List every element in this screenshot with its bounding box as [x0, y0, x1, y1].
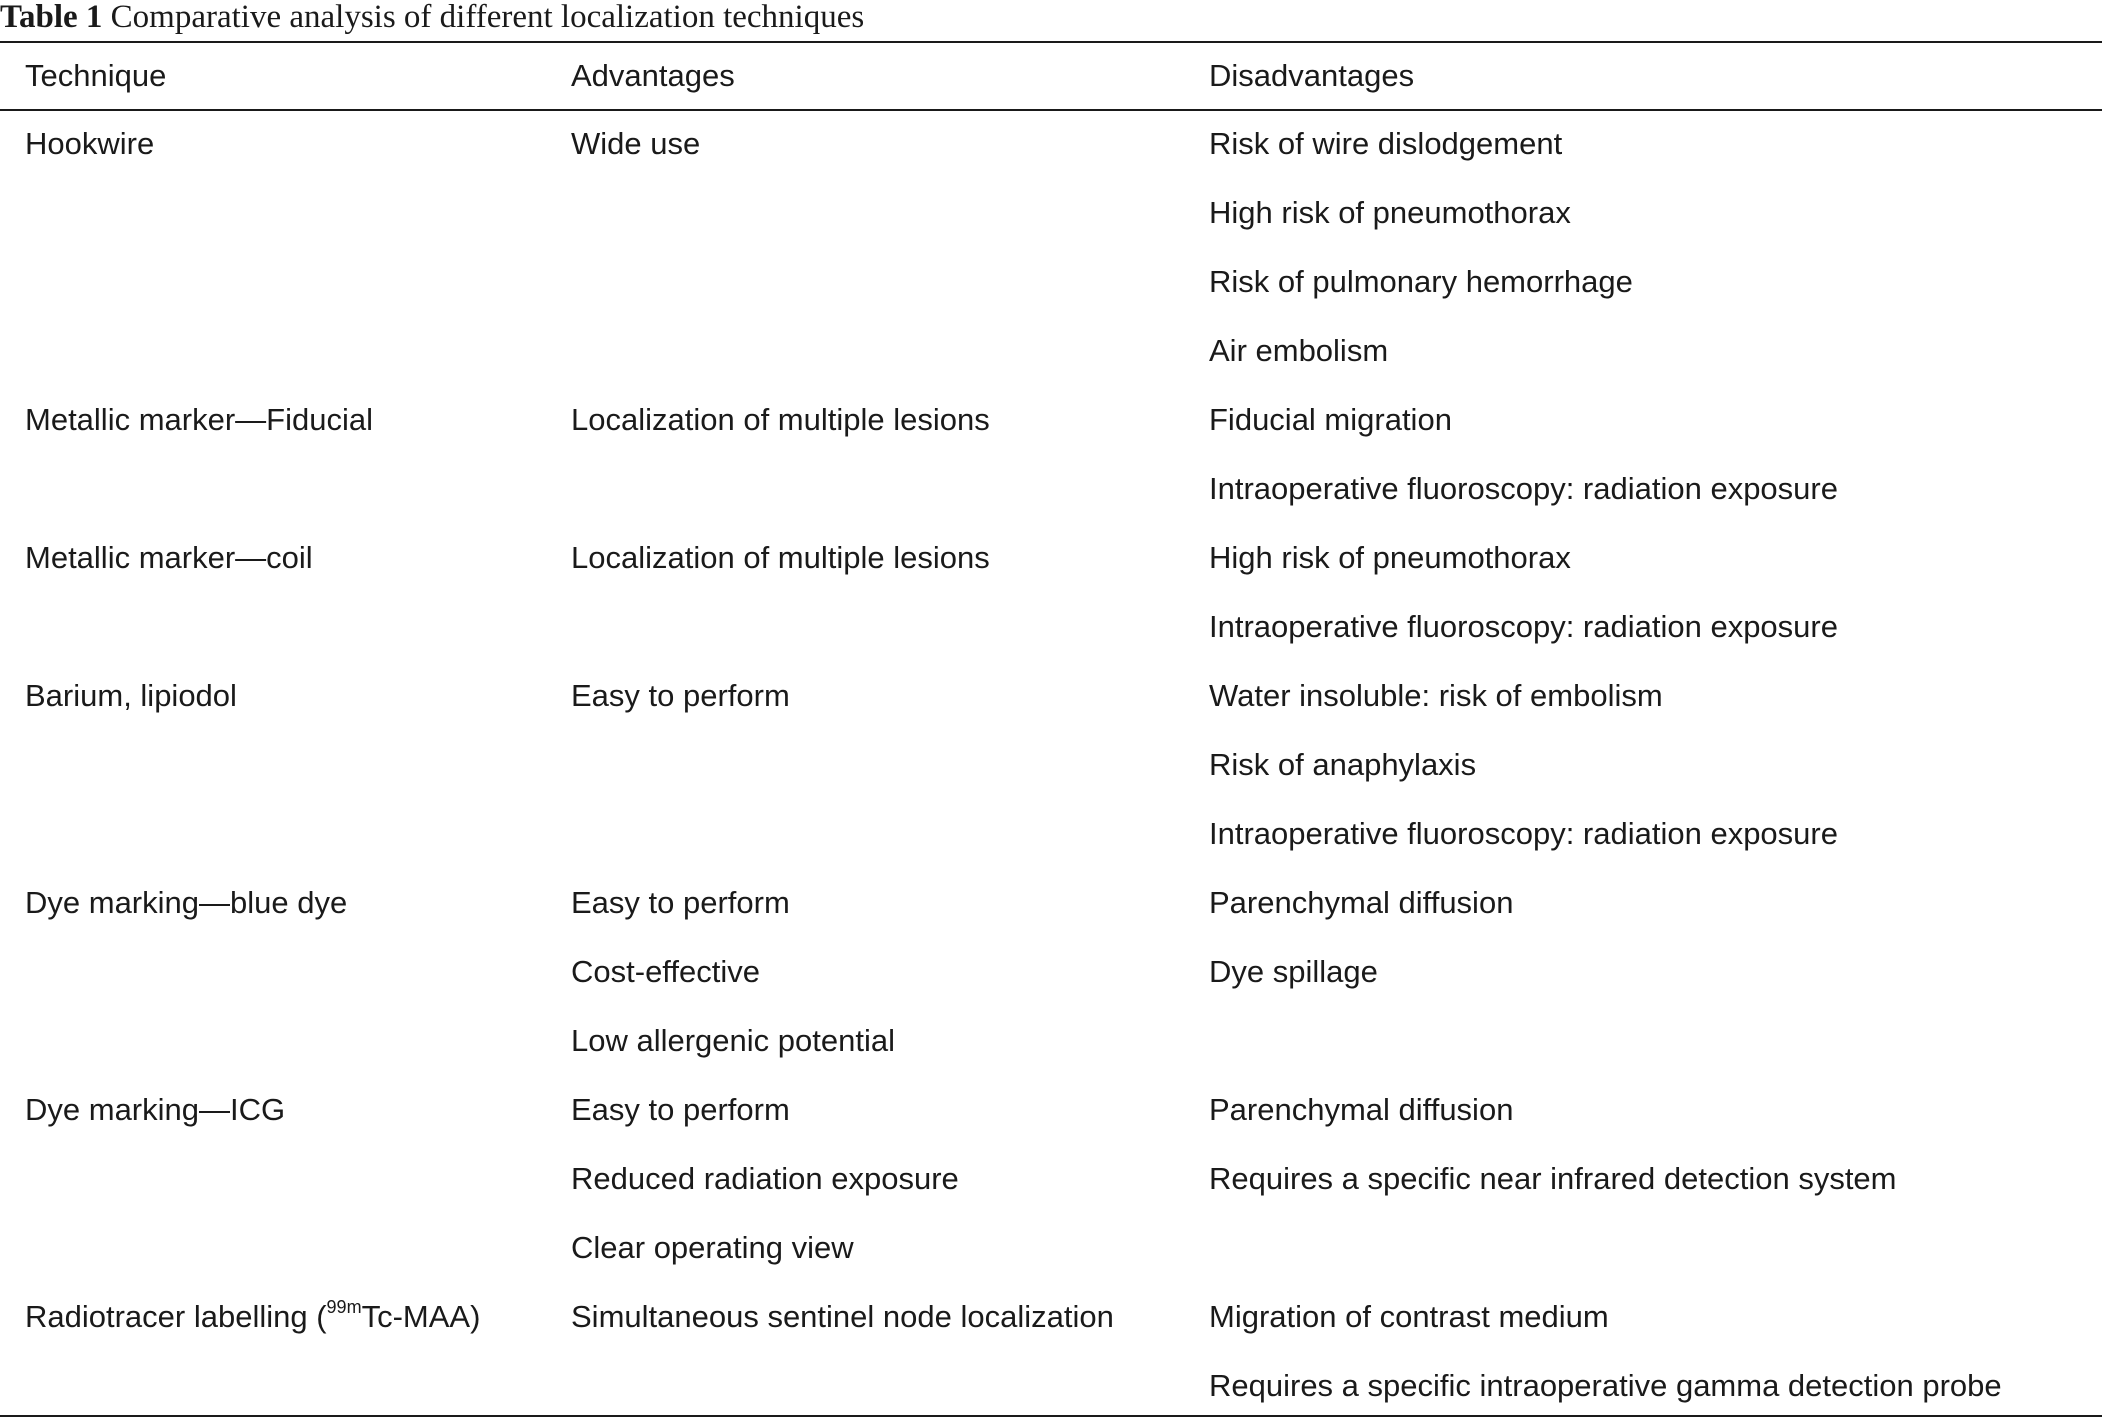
technique-cell [0, 1075, 546, 1282]
table-row [0, 868, 2102, 1075]
disadvantage-item: Requires a specific intraoperative gamma detection probe [1209, 1368, 2002, 1403]
advantage-item: Easy to perform [571, 678, 790, 713]
disadvantage-item: Air embolism [1209, 333, 1389, 368]
disadvantage-item: Risk of anaphylaxis [1209, 747, 1477, 782]
header-technique: Technique [25, 58, 167, 93]
table-caption [0, 0, 864, 42]
disadvantage-item: Requires a specific near infrared detection system [1209, 1161, 1897, 1196]
table-row [0, 109, 2102, 385]
table-caption-label: Table 1 [0, 0, 103, 35]
table-caption-text: Comparative analysis of different localization techniques [110, 0, 865, 35]
disadvantages-cell [1184, 385, 2102, 523]
disadvantage-item: High risk of pneumothorax [1209, 195, 1571, 230]
disadvantage-item: Intraoperative fluoroscopy: radiation exposure [1209, 816, 1838, 851]
disadvantage-item: Risk of wire dislodgement [1209, 126, 1563, 161]
disadvantages-cell [1184, 523, 2102, 661]
advantages-cell [546, 109, 1184, 385]
advantage-item: Cost-effective [571, 954, 760, 989]
advantage-item: Easy to perform [571, 1092, 790, 1127]
disadvantage-item: Fiducial migration [1209, 402, 1452, 437]
advantage-item: Localization of multiple lesions [571, 402, 990, 437]
table-header-row [0, 42, 2102, 109]
advantage-item: Simultaneous sentinel node localization [571, 1299, 1114, 1334]
disadvantage-item: Risk of pulmonary hemorrhage [1209, 264, 1633, 299]
disadvantage-item: Migration of contrast medium [1209, 1299, 1609, 1334]
technique-cell [0, 523, 546, 661]
disadvantages-cell [1184, 1282, 2102, 1420]
disadvantages-cell [1184, 868, 2102, 1075]
technique-cell [0, 661, 546, 868]
disadvantage-item: Water insoluble: risk of embolism [1209, 678, 1663, 713]
advantage-item: Easy to perform [571, 885, 790, 920]
table-row [0, 1282, 2102, 1420]
advantage-item: Low allergenic potential [571, 1023, 895, 1058]
advantage-item: Localization of multiple lesions [571, 540, 990, 575]
advantages-cell [546, 523, 1184, 661]
disadvantage-item: Dye spillage [1209, 954, 1378, 989]
table-row [0, 385, 2102, 523]
isotope-superscript: 99m [326, 1297, 362, 1317]
technique-name: Metallic marker—coil [25, 540, 313, 575]
technique-cell [0, 109, 546, 385]
technique-name [25, 1282, 546, 1351]
technique-suffix: Tc-MAA) [361, 1299, 481, 1334]
table-row [0, 661, 2102, 868]
table-row [0, 523, 2102, 661]
technique-cell [0, 385, 546, 523]
advantages-cell [546, 661, 1184, 868]
advantage-item: Reduced radiation exposure [571, 1161, 959, 1196]
comparison-table [0, 42, 2102, 1420]
advantages-cell [546, 385, 1184, 523]
advantages-cell [546, 868, 1184, 1075]
disadvantage-item: Intraoperative fluoroscopy: radiation exposure [1209, 609, 1838, 644]
technique-name: Metallic marker—Fiducial [25, 402, 373, 437]
advantage-item: Wide use [571, 126, 701, 161]
disadvantage-item: Parenchymal diffusion [1209, 1092, 1514, 1127]
disadvantages-cell [1184, 109, 2102, 385]
technique-name: Barium, lipiodol [25, 678, 237, 713]
table-body [0, 109, 2102, 1420]
technique-cell [0, 1282, 546, 1420]
table-row [0, 1075, 2102, 1282]
technique-prefix: Radiotracer labelling ( [25, 1299, 327, 1334]
disadvantage-item: Intraoperative fluoroscopy: radiation exposure [1209, 471, 1838, 506]
disadvantage-item: High risk of pneumothorax [1209, 540, 1571, 575]
technique-name: Dye marking—ICG [25, 1092, 286, 1127]
header-disadvantages: Disadvantages [1209, 58, 1415, 93]
disadvantages-cell [1184, 1075, 2102, 1282]
technique-cell [0, 868, 546, 1075]
technique-name: Dye marking—blue dye [25, 885, 348, 920]
disadvantages-cell [1184, 661, 2102, 868]
disadvantage-item: Parenchymal diffusion [1209, 885, 1514, 920]
technique-name: Hookwire [25, 126, 155, 161]
header-advantages: Advantages [571, 58, 735, 93]
advantages-cell [546, 1075, 1184, 1282]
advantage-item: Clear operating view [571, 1230, 854, 1265]
advantages-cell [546, 1282, 1184, 1420]
